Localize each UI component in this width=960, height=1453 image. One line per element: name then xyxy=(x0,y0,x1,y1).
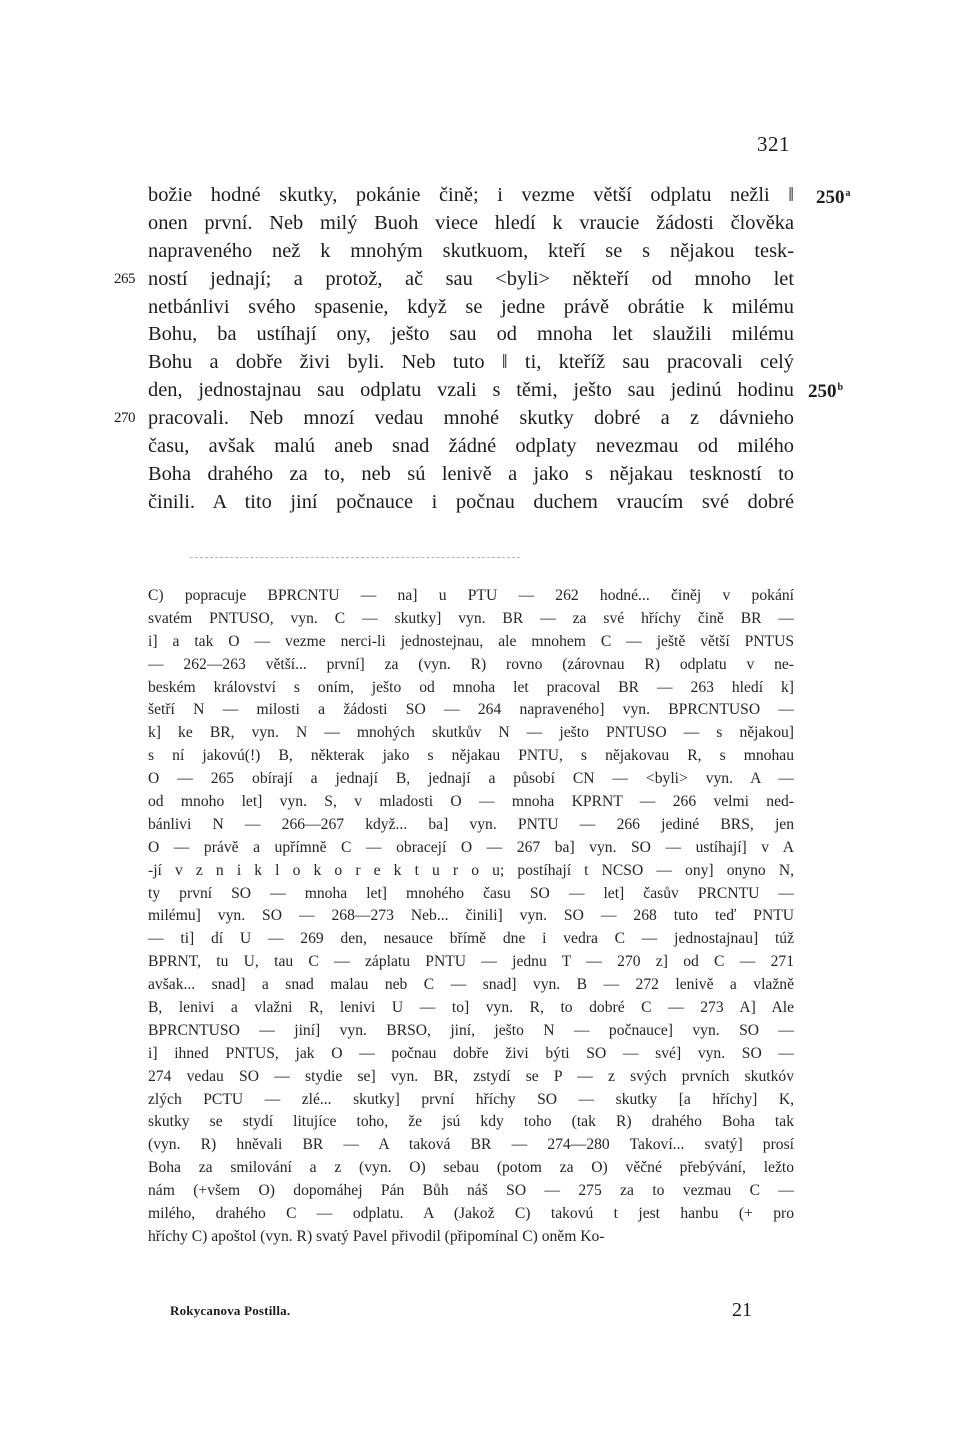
footer-title: Rokycanova Postilla. xyxy=(170,1303,291,1318)
text-line xyxy=(148,182,794,210)
footnote-line: od mnoho let] vyn. S, v mladosti O — mnoha KPRNT — 266 velmi ned- xyxy=(148,793,794,811)
text-line xyxy=(148,461,794,489)
text-line xyxy=(148,433,794,461)
footnote-line: Boha za smilování a z (vyn. O) sebau (potom za O) věčné přebývání, ležto xyxy=(148,1159,794,1177)
footnote-line: -jí v z n i k l o k o r e k t u r o u; postíhají t NCSO — ony] onyno N, xyxy=(148,861,794,879)
line-text: den, jednostajnau sau odplatu vzali s těmi, ješto sau jedinú hodinu xyxy=(148,379,794,402)
line-number: 265 xyxy=(114,270,135,287)
signature-mark: 21 xyxy=(732,1299,752,1321)
line-text: pracovali. Neb mnozí vedau mnohé skutky dobré a z dávnieho xyxy=(148,407,794,430)
footnote-line: O — právě a upřímně C — obracejí O — 267 ba] vyn. SO — ustíhají] v A xyxy=(148,838,794,856)
footnote-line: O — 265 obírají a jednají B, jednají a působí CN — <byli> vyn. A — xyxy=(148,770,794,788)
line-text: činili. A tito jiní počnauce i počnau duchem vraucím své dobré xyxy=(148,490,794,513)
line-text: času, avšak malú aneb snad žádné odplaty nevezmau od milého xyxy=(148,435,794,458)
footnote-line: — 262—263 větší... první] za (vyn. R) rovno (zárovnau R) odplatu v ne- xyxy=(148,655,794,673)
footnote-line: (vyn. R) hněvali BR — A taková BR — 274—280 Takoví... svatý] prosí xyxy=(148,1136,794,1154)
footnote-line: k] ke BR, vyn. N — mnohých skutkův N — ješto PNTUSO — s nějakou] xyxy=(148,724,794,742)
footnote-line: C) popracuje BPRCNTU — na] u PTU — 262 hodné... činěj v pokání xyxy=(148,587,794,604)
footnote-line: svatém PNTUSO, vyn. C — skutky] vyn. BR — za své hříchy čině BR — xyxy=(148,609,794,627)
footnote-line: BPRNT, tu U, tau C — záplatu PNTU — jednu T — 270 z] od C — 271 xyxy=(148,953,794,971)
text-line xyxy=(114,266,794,294)
footnote-line: BPRCNTUSO — jiní] vyn. BRSO, jiní, ješto N — počnauce] vyn. SO — xyxy=(148,1021,794,1039)
line-text: božie hodné skutky, pokánie čině; i vezme větší odplatu nežli ‖ xyxy=(148,184,794,206)
footnote-line: B, lenivi a vlažni R, lenivi U — to] vyn. R, to dobré C — 273 A] Ale xyxy=(148,999,794,1017)
text-line xyxy=(114,405,794,433)
text-line xyxy=(148,294,794,322)
critical-apparatus xyxy=(148,585,794,1249)
footnote-line: 274 vedau SO — stydie se] vyn. BR, zstydí se P — z svých prvních skutkóv xyxy=(148,1067,794,1085)
text-line xyxy=(148,349,794,377)
footnote-line: i] ihned PNTUS, jak O — počnau dobře živi býti SO — své] vyn. SO — xyxy=(148,1044,794,1062)
text-line xyxy=(148,238,794,266)
footnote-line: — ti] dí U — 269 den, nesauce břímě dne i vedra C — jednostajnau] túž xyxy=(148,930,794,948)
footnote-line: zlých PCTU — zlé... skutky] první hříchy SO — skutky [a hříchy] K, xyxy=(148,1090,794,1108)
footnote-line: milému] vyn. SO — 268—273 Neb... činili] vyn. SO — 268 tuto teď PNTU xyxy=(148,907,794,925)
text-line xyxy=(148,210,794,238)
text-line xyxy=(148,321,794,349)
footnote-line: i] a tak O — vezme nerci-li jednostejnau, ale mnohem C — ještě větší PNTUS xyxy=(148,632,794,650)
footnote-line: milého, drahého C — odplatu. A (Jakož C) takovú t jest hanbu (+ pro xyxy=(148,1205,794,1223)
line-number: 270 xyxy=(114,410,135,427)
footnote-line: bánlivi N — 266—267 když... ba] vyn. PNTU — 266 jediné BRS, jen xyxy=(148,815,794,833)
line-text: onen první. Neb milý Buoh viece hledí k vraucie žádosti člověka xyxy=(148,211,794,234)
footnote-separator xyxy=(190,557,520,558)
folio-mark-250a: 250$^a$ xyxy=(816,187,851,208)
folio-mark-250b: 250$^b$ xyxy=(808,381,844,402)
line-text: napraveného než k mnohým skutkuom, kteří se s nějakou tesk- xyxy=(148,239,794,262)
line-text: netbánlivi svého spasenie, když se jedne právě obrátie k milému xyxy=(148,295,794,318)
text-line xyxy=(148,489,794,517)
line-text: ností jednají; a protož, ač sau <byli> někteří od mnoho let xyxy=(148,267,794,290)
footnote-line: avšak... snad] a snad malau neb C — snad] vyn. B — 272 lenivě a vlažně xyxy=(148,976,794,994)
footnote-line: skutky se stydí litujíce toho, že jsú kdy toho (tak R) drahého Boha tak xyxy=(148,1113,794,1131)
page-number: 321 xyxy=(757,132,790,156)
footnote-line: šetří N — milosti a žádosti SO — 264 napraveného] vyn. BPRCNTUSO — xyxy=(148,701,794,719)
line-text: Bohu, ba ustíhají ony, ješto sau od mnoha let slaužili milému xyxy=(148,323,794,346)
footnote-line: ty první SO — mnoha let] mnohého času SO — let] časův PRCNTU — xyxy=(148,884,794,902)
line-text: Boha drahého za to, neb sú lenivě a jako s nějakau teskností to xyxy=(148,462,794,485)
text-line xyxy=(148,377,794,405)
footnote-line: beském království s oním, ješto od mnoha let pracoval BR — 263 hledí k] xyxy=(148,678,794,696)
main-text xyxy=(114,182,794,517)
footnote-line: nám (+všem O) dopomáhej Pán Bůh náš SO — 275 za to vezmau C — xyxy=(148,1182,794,1200)
footnote-line: hříchy C) apoštol (vyn. R) svatý Pavel přivodil (připomínal C) oněm Ko- xyxy=(148,1227,605,1245)
footnote-line: s ní jakovú(!) B, některak jako s nějakau PNTU, s nějakovau R, s mnohau xyxy=(148,747,794,765)
line-text: Bohu a dobře živi byli. Neb tuto ‖ ti, kteříž sau pracovali celý xyxy=(148,351,794,374)
